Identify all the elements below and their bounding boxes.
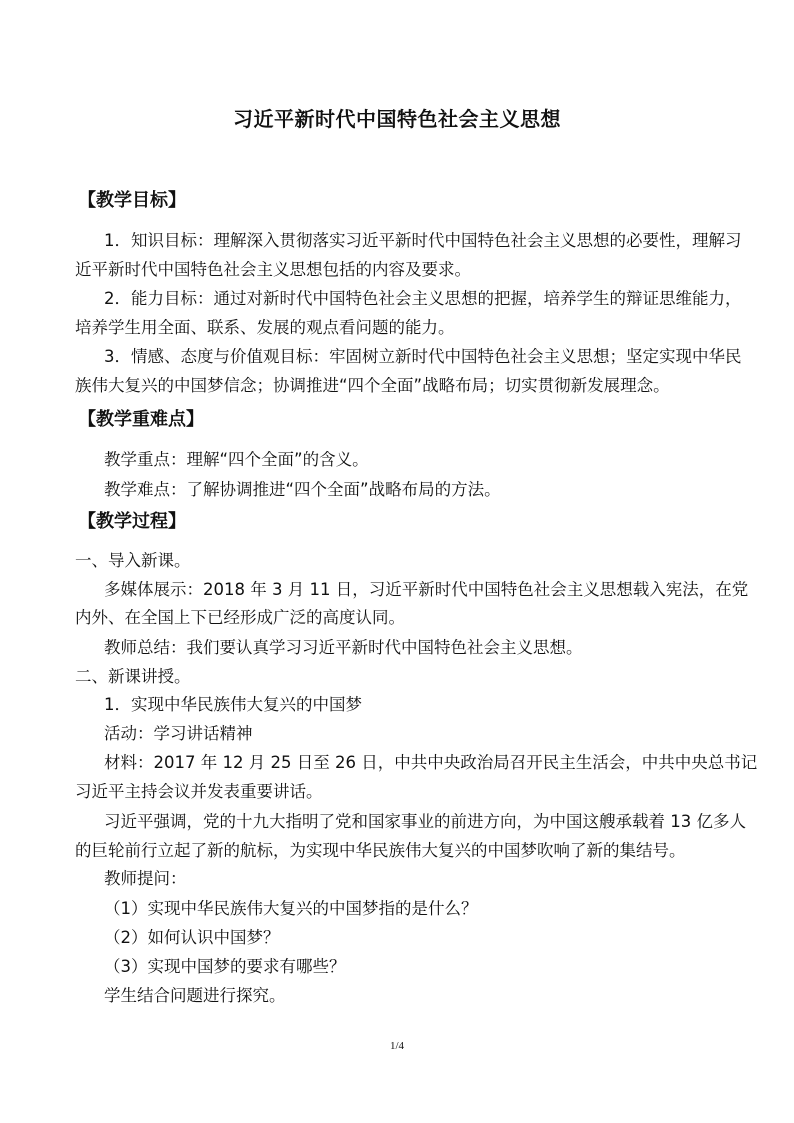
key-point: 教学重点：理解“四个全面”的含义。 (104, 450, 369, 469)
activity: 活动：学习讲话精神 (104, 724, 253, 743)
page-number: 1/4 (389, 1040, 405, 1052)
goal-1-line-1: 1．知识目标：理解深入贯彻落实习近平新时代中国特色社会主义思想的必要性，理解习 (104, 231, 742, 250)
teacher-summary: 教师总结：我们要认真学习习近平新时代中国特色社会主义思想。 (104, 638, 583, 657)
question-2: （2）如何认识中国梦？ (104, 928, 280, 947)
material-line-1: 材料：2017 年 12 月 25 日至 26 日，中共中央政治局召开民主生活会，中共中央总书记 (104, 753, 758, 772)
quote-line-2: 的巨轮前行立起了新的航标，为实现中华民族伟大复兴的中国梦吹响了新的集结号。 (75, 841, 686, 860)
goal-1-line-2: 近平新时代中国特色社会主义思想包括的内容及要求。 (75, 260, 471, 279)
question-3: （3）实现中国梦的要求有哪些？ (104, 957, 346, 976)
material-line-2: 习近平主持会议并发表重要讲话。 (75, 782, 323, 801)
topic-1: 1．实现中华民族伟大复兴的中国梦 (104, 695, 362, 714)
student-explore: 学生结合问题进行探究。 (104, 986, 286, 1005)
goal-2-line-2: 培养学生用全面、联系、发展的观点看问题的能力。 (75, 318, 455, 337)
goal-2-line-1: 2．能力目标：通过对新时代中国特色社会主义思想的把握，培养学生的辩证思维能力， (104, 289, 742, 308)
media-line-2: 内外、在全国上下已经形成广泛的高度认同。 (75, 608, 405, 627)
teacher-question: 教师提问： (104, 869, 187, 888)
part-1-heading: 一、导入新课。 (75, 551, 191, 570)
goal-3-line-2: 族伟大复兴的中国梦信念；协调推进“四个全面”战略布局；切实贯彻新发展理念。 (75, 376, 670, 395)
difficult-point: 教学难点：了解协调推进“四个全面”战略布局的方法。 (104, 480, 501, 499)
document-title: 习近平新时代中国特色社会主义思想 (233, 107, 561, 131)
section-heading-goals: 【教学目标】 (78, 190, 186, 211)
section-heading-key-points: 【教学重难点】 (78, 409, 204, 430)
question-1: （1）实现中华民族伟大复兴的中国梦指的是什么？ (104, 899, 478, 918)
quote-line-1: 习近平强调，党的十九大指明了党和国家事业的前进方向，为中国这艘承载着 13 亿多人 (104, 812, 746, 831)
media-line-1: 多媒体展示：2018 年 3 月 11 日，习近平新时代中国特色社会主义思想载入宪法，在党 (104, 580, 749, 599)
part-2-heading: 二、新课讲授。 (75, 667, 191, 686)
goal-3-line-1: 3．情感、态度与价值观目标：牢固树立新时代中国特色社会主义思想；坚定实现中华民 (104, 347, 742, 366)
section-heading-process: 【教学过程】 (78, 511, 186, 532)
